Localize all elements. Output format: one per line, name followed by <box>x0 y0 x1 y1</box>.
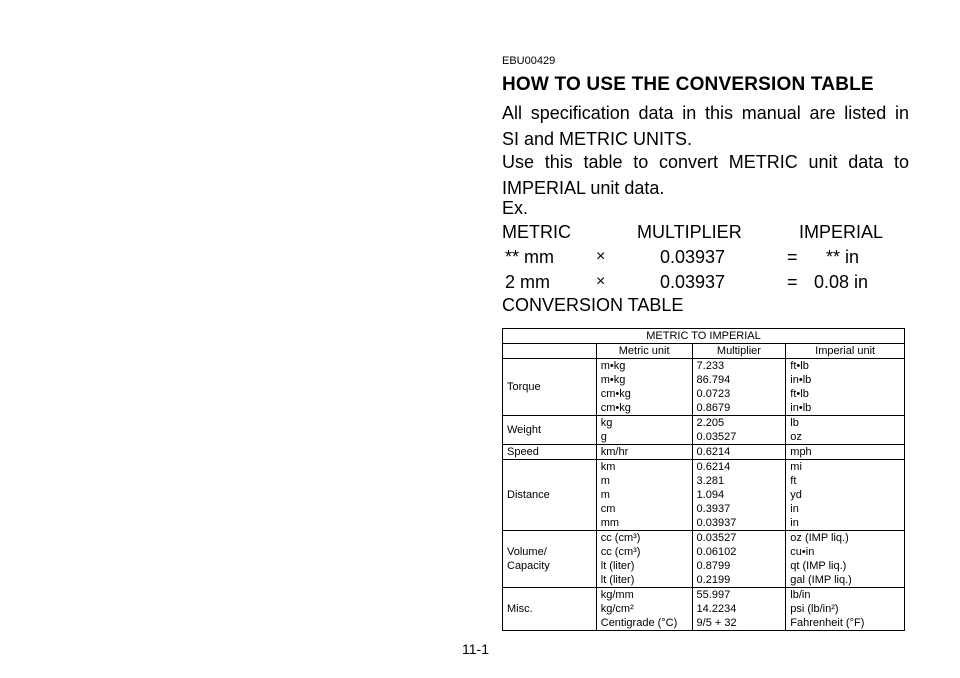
misc-metric-units <box>596 588 692 631</box>
example-row1-multiplier: 0.03937 <box>660 247 726 267</box>
cell: cm•kg <box>600 388 631 400</box>
row-label-speed: Speed <box>503 445 597 460</box>
cell: 55.997 <box>696 589 731 601</box>
volume-multipliers <box>692 531 786 588</box>
cell: gal (IMP liq.) <box>790 574 852 586</box>
distance-imperial-units <box>786 460 905 531</box>
example-header-multiplier: MULTIPLIER <box>637 222 742 242</box>
paragraph-2-line-1: Use this table to convert METRIC unit data to <box>502 152 909 172</box>
example-header-metric: METRIC <box>502 222 571 242</box>
multiply-icon: × <box>596 273 606 290</box>
table-row-misc <box>503 588 905 631</box>
volume-imperial-units <box>786 531 905 588</box>
volume-metric-units <box>596 531 692 588</box>
row-label-volume-line1: Volume/ <box>507 546 547 558</box>
cell: 7.233 <box>696 360 725 372</box>
cell: 0.8679 <box>696 402 731 414</box>
cell: cm•kg <box>600 402 631 414</box>
cell: km/hr <box>600 446 629 458</box>
page-number: 11-1 <box>462 641 489 657</box>
row-label-volume <box>503 531 597 588</box>
table-caption: METRIC TO IMPERIAL <box>503 329 905 344</box>
torque-multipliers <box>692 359 786 416</box>
cell: 3.281 <box>696 475 725 487</box>
cell: Fahrenheit (°F) <box>790 617 865 629</box>
example-label: Ex. <box>502 198 529 218</box>
cell: in <box>790 517 799 529</box>
cell: m <box>600 475 610 487</box>
cell: qt (IMP liq.) <box>790 560 847 572</box>
table-row-weight <box>503 416 905 445</box>
cell: mi <box>790 461 802 473</box>
cell: 0.03527 <box>696 532 737 544</box>
table-row-torque <box>503 359 905 416</box>
cell: 0.6214 <box>696 446 731 458</box>
paragraph-2-line-2: IMPERIAL unit data. <box>502 178 665 198</box>
cell: ft•lb <box>790 360 809 372</box>
document-code: EBU00429 <box>502 55 556 67</box>
cell: mm <box>600 517 620 529</box>
speed-multipliers <box>692 445 786 460</box>
weight-multipliers <box>692 416 786 445</box>
cell: kg/mm <box>600 589 634 601</box>
cell: psi (lb/in²) <box>790 603 839 615</box>
example-row2-multiplier: 0.03937 <box>660 272 726 292</box>
cell: cm <box>600 503 616 515</box>
cell: 0.8799 <box>696 560 731 572</box>
table-row-speed <box>503 445 905 460</box>
cell: mph <box>790 446 812 458</box>
row-label-misc: Misc. <box>503 588 597 631</box>
cell: 0.06102 <box>696 546 737 558</box>
table-row-volume <box>503 531 905 588</box>
paragraph-1-line-2: SI and METRIC UNITS. <box>502 129 693 149</box>
multiply-icon: × <box>596 248 606 265</box>
cell: 1.094 <box>696 489 725 501</box>
example-row1-metric: ** mm <box>505 247 554 267</box>
cell: km <box>600 461 616 473</box>
cell: 9/5 + 32 <box>696 617 737 629</box>
section-title: HOW TO USE THE CONVERSION TABLE <box>502 74 874 95</box>
example-row2-equals: = <box>787 272 798 292</box>
table-header-row <box>503 344 905 359</box>
example-row2-imperial: 0.08 in <box>814 272 869 292</box>
cell: in <box>790 503 799 515</box>
row-label-distance: Distance <box>503 460 597 531</box>
cell: lt (liter) <box>600 574 635 586</box>
cell: 0.0723 <box>696 388 731 400</box>
cell: 2.205 <box>696 417 725 429</box>
cell: 0.2199 <box>696 574 731 586</box>
cell: 0.03527 <box>696 431 737 443</box>
distance-metric-units <box>596 460 692 531</box>
cell: cc (cm³) <box>600 532 641 544</box>
cell: m <box>600 489 610 501</box>
misc-multipliers <box>692 588 786 631</box>
cell: 0.03937 <box>696 517 737 529</box>
cell: in•lb <box>790 402 812 414</box>
cell: m•kg <box>600 374 626 386</box>
weight-metric-units <box>596 416 692 445</box>
example-header-imperial: IMPERIAL <box>799 222 884 242</box>
header-blank <box>503 344 597 359</box>
example-row1-imperial: ** in <box>826 247 860 267</box>
header-multiplier: Multiplier <box>692 344 786 359</box>
conversion-table <box>502 328 905 631</box>
cell: m•kg <box>600 360 626 372</box>
cell: oz <box>790 431 802 443</box>
example-row2-metric: 2 mm <box>505 272 550 292</box>
example-row1-equals: = <box>787 247 798 267</box>
header-imperial-unit: Imperial unit <box>786 344 905 359</box>
weight-imperial-units <box>786 416 905 445</box>
cell: 14.2234 <box>696 603 737 615</box>
cell: kg <box>600 417 613 429</box>
cell: Centigrade (°C) <box>600 617 678 629</box>
cell: yd <box>790 489 802 501</box>
row-label-torque: Torque <box>503 359 597 416</box>
cell: lb <box>790 417 799 429</box>
distance-multipliers <box>692 460 786 531</box>
header-metric-unit: Metric unit <box>596 344 692 359</box>
cell: g <box>600 431 607 443</box>
cell: in•lb <box>790 374 812 386</box>
row-label-weight: Weight <box>503 416 597 445</box>
table-caption-row <box>503 329 905 344</box>
cell: ft <box>790 475 797 487</box>
torque-metric-units <box>596 359 692 416</box>
table-row-distance <box>503 460 905 531</box>
misc-imperial-units <box>786 588 905 631</box>
cell: cc (cm³) <box>600 546 641 558</box>
paragraph-1-line-1: All specification data in this manual are listed in <box>502 103 909 123</box>
cell: lt (liter) <box>600 560 635 572</box>
cell: oz (IMP liq.) <box>790 532 849 544</box>
torque-imperial-units <box>786 359 905 416</box>
cell: ft•lb <box>790 388 809 400</box>
speed-imperial-units <box>786 445 905 460</box>
cell: 86.794 <box>696 374 731 386</box>
cell: lb/in <box>790 589 811 601</box>
conversion-table-heading: CONVERSION TABLE <box>502 295 684 315</box>
cell: 0.6214 <box>696 461 731 473</box>
speed-metric-units <box>596 445 692 460</box>
cell: 0.3937 <box>696 503 731 515</box>
row-label-volume-line2: Capacity <box>507 560 550 572</box>
cell: kg/cm² <box>600 603 634 615</box>
cell: cu•in <box>790 546 815 558</box>
